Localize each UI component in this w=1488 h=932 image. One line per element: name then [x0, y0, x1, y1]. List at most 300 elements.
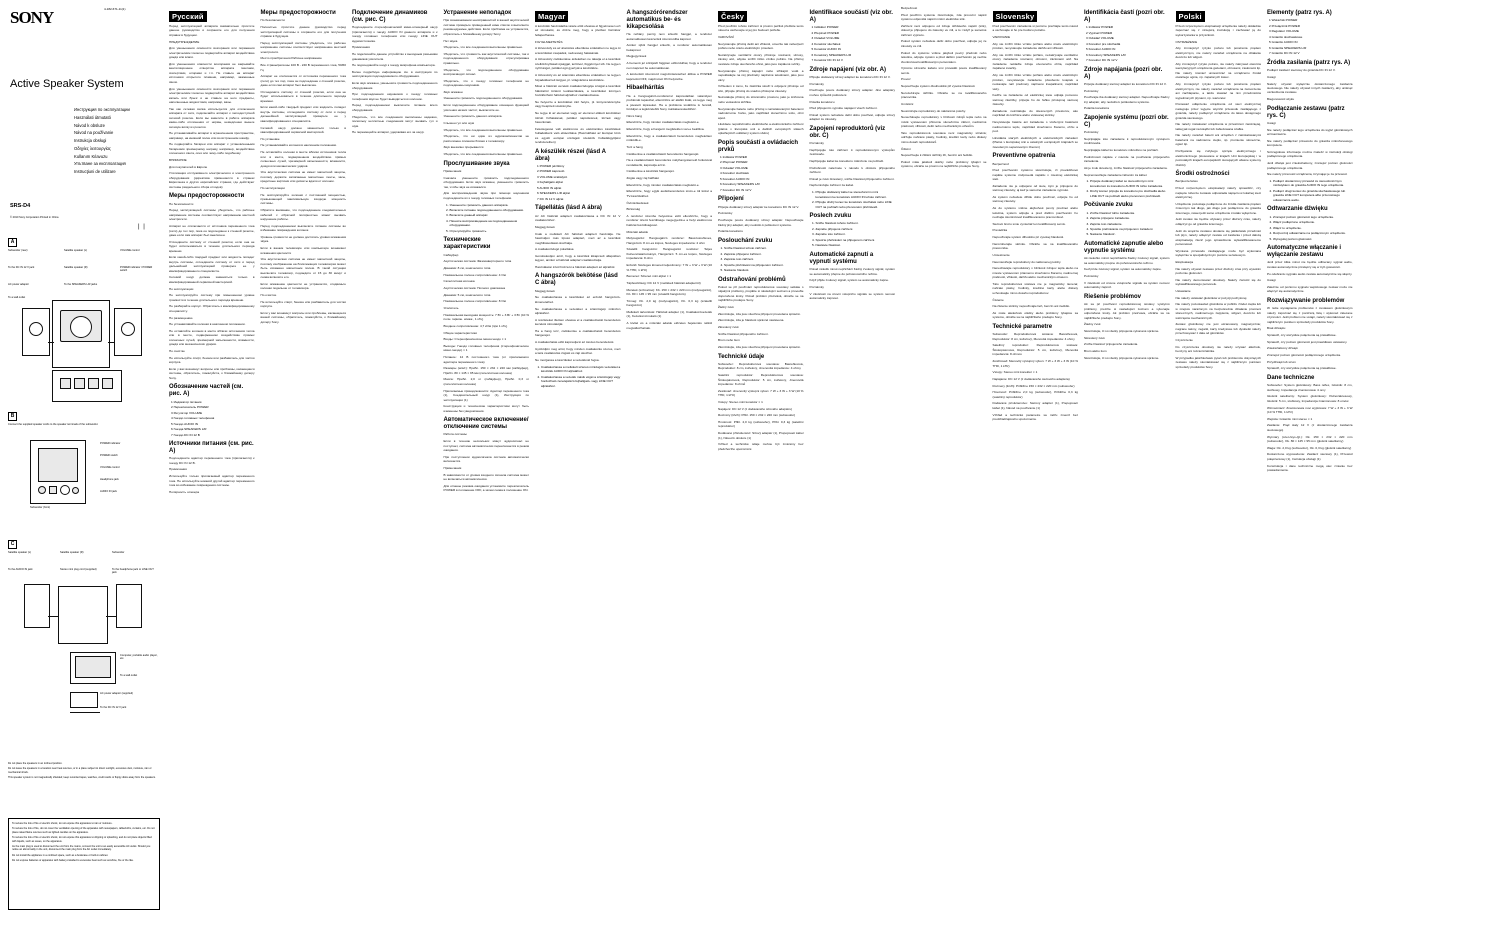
section-heading: Identifikace součástí (viz obr. A) [809, 10, 893, 23]
brand-name: SONY [10, 8, 54, 27]
ops-line: Упътване за експлоатация [74, 161, 126, 167]
figure-b [8, 412, 160, 532]
paragraph: Nie należy podłączać tego urządzenia do wyjść głośnikowych wzmacniacza. [1267, 127, 1353, 137]
paragraph: Убедитесь, что к гнезду головных телефонов не подсоединены наушники. [443, 78, 529, 88]
paragraph: Аппарат не отключается от источника переменного тока (сети) до тех пор, пока он подсоединен к стенной розетке, даже если сам аппарат был выключен. [260, 74, 346, 88]
paragraph: Před použitím tohoto zařízení si prosím pečlivě přečtěte tento návod a uschovejte si jej pro budoucí potřebu. [718, 24, 804, 33]
paragraph: Před připojením vypněte napájení všech zařízení. [809, 106, 878, 111]
paragraph: Номинальное полное сопротивление: 4 Ом [443, 272, 506, 277]
figure-b-caption: Subwoofer (front) [30, 506, 51, 509]
paragraph: Nepoužívajte systém dlhodobo pri vysokej hlasitosti. [992, 235, 1065, 240]
list-item: 2 Przełącznik POWER [1269, 23, 1300, 28]
language-column-cont-3 [441, 0, 533, 932]
step-list [718, 246, 804, 272]
paragraph: Не оставляйте колонки в месте вблизи источников тепла или в месте, подверженном воздействию прямых солнечных лучей, чрезмерной запыленности, влажности, дождя или механических ударов. [260, 150, 346, 168]
paragraph: Subwoofer: System głośnikowy: Bass reflex, Głośnik: 8 cm, stożkowy, Impedancja znamionowa: 4 omy [1267, 383, 1353, 392]
paragraph: Czyszczenie [1175, 337, 1193, 342]
rear-jack [60, 378, 71, 389]
paragraph: Ustawianie [1175, 288, 1191, 293]
paragraph: Отсоедините систему от стенной розетки, если она не будет использоваться в течение длительного периода времени. [169, 239, 255, 253]
paragraph: Если в вашем телевизоре или компьютере возникают искажения цветности [260, 246, 346, 255]
paragraph: Subwoofer: Reproduktorová sústava: Basreflexová, Reproduktor: 8 cm, kužeľový, Menovitá impedancia: 4 ohmy [992, 332, 1078, 341]
language-column-cont-10 [1081, 0, 1173, 932]
step-item: 4. Rozpocznij odtwarzanie na podłączonym urządzeniu. [1273, 231, 1353, 235]
figure-a-callout: Subwoofer (rear) [8, 249, 28, 252]
figure-a-callout: To the SPEAKERS L/R jacks [64, 283, 98, 286]
paragraph: Na čistenie skrinky nepoužívajte lieh, benzín ani riedidlo. [992, 304, 1071, 309]
ops-line: Instrucţiuni de utilizare [74, 169, 116, 175]
section-heading: Automatické zapnutí a vypnutí systému [809, 251, 874, 265]
section-heading: Автоматическое включение/отключение системы [443, 417, 529, 431]
paragraph: Nepřemisťujte zařízení za kabel. [809, 183, 854, 188]
list-item: 4 Fejhallgató aljzat [537, 180, 563, 185]
paragraph: Усилитель [443, 306, 459, 311]
language-column-cont-5 [624, 0, 716, 932]
ops-line: Инструкция по эксплуатации [74, 107, 130, 112]
paragraph: Ne tegye ki az elemeket vagy az elemmel ellátott készüléket túlzott hőhatásnak, például napsütésnek, tűznek vagy hasonlónak. [535, 111, 621, 125]
figure-c-callout: To the AUDIO IN jack [8, 568, 33, 571]
paragraph: Полярность штекера [169, 489, 200, 494]
paragraph: Сетевой шнур должен заменяться только в квалифицированной сервисной мастерской. [260, 125, 346, 135]
list-item: 3 Regulator VOLUME [1269, 29, 1299, 34]
paragraph: Brum nebo šum [718, 338, 740, 343]
paragraph: По безопасности [260, 18, 285, 23]
step-item: 1. Snižte hlasitost tohoto zařízení. [724, 246, 804, 250]
paragraph: Zkreslený zvuk [718, 325, 739, 330]
paragraph: Bezpečnosť [992, 161, 1009, 166]
paragraph: Nevystavujte baterie nebo přístroj s nainstalovanými bateriemi nadměrnému horku, jako například slunečnímu svitu, ohni apod. [718, 106, 804, 120]
paragraph: Tömeg: Kb. 2,0 kg (mélysugárzó), Kb. 0,3 kg (szatellit hangszóró) [626, 298, 712, 308]
paragraph: Polarita konektora [1084, 106, 1109, 111]
step-item: 2. Csatlakoztassa a vezeték másik végét a számítógép vagy hordozható zenelejátszó fejhallgató- vagy LINE OUT aljzatához. [541, 375, 621, 388]
paragraph: Zariadenie nie je odpojené od siete, kým je pripojené do sieťovej zásuvky, aj keď je samotné zariadenie vypnuté. [992, 183, 1078, 193]
figure-b-callout: AUDIO IN jack [100, 490, 117, 493]
paragraph: Zniekształcony dźwięk [1267, 346, 1298, 351]
figure-c-callout: Subwoofer [112, 551, 125, 554]
paragraph: Mellékelt tartozékok: Hálózati adapter (1), Csatlakozóvezeték (1), Kezelési útmutató (1) [626, 309, 712, 319]
paragraph: Hmotnosť: Približne 2,0 kg (subwoofer), Približne 0,3 kg (satelitný reproduktor) [992, 390, 1078, 399]
list-item: 6 Konektory SPEAKERS L/R [1086, 52, 1126, 57]
paragraph: Poznámky [718, 211, 733, 216]
paragraph: Zmniejsz poziom głośności podłączonego urządzenia. [1267, 353, 1341, 358]
step-item: 2. Připojte druhý konec ke konektoru sluchátek nebo LINE OUT na počítači nebo přenosném přehrávači. [816, 200, 896, 209]
language-column-русский [166, 0, 258, 932]
list-item: 1 POWER jelzőfény [537, 163, 565, 168]
section-heading: Popis součástí a ovládacích prvků [718, 139, 799, 153]
paragraph: Przed rozpoczęciem eksploatacji należy sprawdzić, czy napięcie robocze zestawu odpowiada napięciu w lokalnej sieci elektrycznej. [1175, 186, 1261, 200]
paragraph: Не оставляйте колонки в месте вблизи источников тепла или в месте, подверженном воздействию прямых солнечных лучей, чрезмерной запыленности, влажности, дождя или механических ударов. [169, 328, 255, 347]
paragraph: Poznámky [809, 81, 824, 86]
power-cable [70, 712, 100, 713]
list-item: 7 Konektor DC IN 12 V [1086, 58, 1118, 63]
paragraph: VAROVÁNÍ [718, 35, 734, 40]
paragraph: Nevystavujte přístroj kapající nebo stříkající vodě a nepokládejte na něj předměty naplněné tekutinami, jako jsou vázy. [718, 68, 804, 82]
paragraph: При возникновении неисправностей в вашей акустической системе проверьте приведенный ниже список и выполните рекомендуемые действия. Если проблема не устраняется, обратитесь к ближайшему дилеру Sony. [443, 18, 529, 36]
paragraph: Neinstalujte přístroj do stísněného prostoru, jako je knihovna nebo vestavěná skříňka. [718, 95, 804, 104]
warning-line: Do not expose batteries or apparatus with battery-installed to excessive heat such as sunshine, fire or the like. [12, 859, 134, 862]
step-item: 1. Zmniejsz poziom głośności tego urządzenia. [1273, 215, 1353, 219]
paragraph: Uwagi [1267, 120, 1276, 125]
rear-jack [74, 378, 85, 389]
paragraph: Утилизация отслужившего электрического и электронного оборудования (директива применяется в странах Евросоюза и других европейских странах, где действуют системы раздельного сбора отходов) [169, 171, 255, 189]
list-item: 5 Konektor AUDIO IN [811, 47, 841, 52]
language-heading: Slovensky [993, 11, 1038, 22]
computer-screen [75, 656, 111, 678]
list-item: 1 Индикатор питания [171, 399, 202, 404]
section-heading: Automatické zapnutie alebo vypnutie systému [1084, 240, 1164, 254]
paragraph: Звук искажен [443, 89, 463, 94]
paragraph: Skontrolujte, či sú všetky pripojenia vykonané správne. [1084, 355, 1160, 360]
parts-list [169, 400, 255, 437]
paragraph: Bemenet: Sztereó mini aljzat × 1 [626, 274, 672, 279]
list-item: 2 Přepínač POWER [811, 30, 840, 35]
language-column-polski [1173, 0, 1265, 932]
paragraph: Polarita konektoru [718, 229, 743, 234]
section-heading: Źródła zasilania (patrz rys. A) [1267, 59, 1351, 66]
paragraph: Prevádzka [992, 228, 1008, 233]
step-item: 5. Wyreguluj poziom głośności. [1273, 237, 1353, 241]
language-column-magyar [532, 0, 624, 932]
satellite-right-cone [121, 322, 135, 336]
step-list [444, 203, 530, 234]
figure-b-callout: VOLUME control [100, 466, 120, 469]
paragraph: Для уменьшения опасности возгорания не закрывайте вентиляционное отверстие аппарата газетами, скатертями, шторами и т.п. Не ставьте на аппарат источники открытого пламени, например, зажженные свечи. [169, 61, 255, 84]
paragraph: Перед эксплуатацией аппарата внимательно прочтите данное руководство и сохраните его для получения справок в будущем. [169, 24, 255, 37]
paragraph: Для отмены режима ожидания установите переключатель POWER в положение OFF, а затем снова в положение ON. [443, 483, 529, 493]
paragraph: Zestaw głośnikowy nie jest ekranowany magnetycznie; nagrane taśmy, zegarki, karty kredytowe lub dyskietki należy przechowywać z dala od głośników. [1175, 322, 1261, 336]
paragraph: Vstupy: Stereo mini konektor × 1 [718, 399, 763, 404]
paragraph: Не устанавливайте колонки в наклонном положении. [260, 143, 337, 148]
paragraph: Примечания [352, 45, 370, 50]
figure-b-callout: POWER switch [100, 454, 118, 457]
model-number: SRS-D4 [10, 203, 31, 209]
paragraph: Убедитесь, что все соединения выполнены правильно. [443, 152, 523, 157]
section-heading: Hibaelhárítás [626, 85, 665, 92]
paragraph: Pokud systém nebudete delší dobu používat, odpojte jej ze zásuvky ve zdi. [901, 39, 987, 48]
paragraph: По безопасности [169, 201, 194, 206]
paragraph: Ak sa pri používaní reproduktorovej sústavy vyskytnú problémy, prezrite si nasledujúci zoznam a vykonajte odporúčané kroky. Ak problém pretrváva, obráťte sa na najbližšieho predajcu Sony. [1084, 302, 1170, 320]
paragraph: A tűzveszély és az áramütés elkerülése érdekében ne tegyen folyadékkal teli tárgyat, pl. virágvázát a készülékre. [535, 73, 621, 82]
paragraph: Убедитесь, что подсоединенное оборудование воспроизводит сигнал. [443, 67, 529, 76]
paragraph: Звук внезапно прерывается [443, 145, 484, 150]
section-heading: Zapojení reproduktorů (viz obr. C) [809, 125, 886, 139]
paragraph: Óvintézkedések [626, 200, 649, 205]
paragraph: Satelitný reproduktor: Reproduktorová sústava: Širokopásmová, Reproduktor: 5 cm, kužeľový, Menovitá impedancia: 8 ohmov [992, 343, 1078, 357]
satellite-left-cone [29, 322, 43, 336]
figure-c-callout: Computer, portable audio player, etc. [120, 654, 158, 661]
paragraph: A tűzveszély és az áramütés elkerülése érdekében ne tegye ki a készüléket csapadék, nedvesség hatásának. [535, 46, 621, 55]
paragraph: Zasilanie: Prąd stały 12 V (z dostarczonego zasilacza sieciowego) [1267, 423, 1353, 432]
paragraph: Ak systém nebudete dlhšiu dobu používať, odpojte ho od sieťovej zásuvky. [992, 194, 1078, 204]
step-item: 2. Druhý koniec pripojte ku konektoru pre slúchadlá alebo LINE OUT na počítači alebo prenosnom prehrávači. [1090, 189, 1170, 198]
list-item: 2 Переключатель POWER [171, 405, 209, 410]
paragraph: Mélysugárzó: Hangsugárzó rendszer: Basszusreflexes, Hangszóró: 8 cm-es kúpos, Névleges impedancia: 4 ohm [626, 236, 712, 245]
paragraph: Питание: 12 В постоянного тока (от прилагаемого адаптера переменного тока) [443, 355, 529, 364]
paragraph: Sprawdź, czy poziom głośności jest prawidłowo ustawiony. [1267, 339, 1348, 344]
paragraph: В зависимости от уровня входного сигнала система может не включаться автоматически. [443, 472, 529, 482]
paragraph: Используйте только прилагаемый адаптер переменного тока. Не используйте никакой другой адаптер переменного тока во избежание повреждения системы. [169, 474, 255, 488]
paragraph: Pokud několik minut nepřichází žádný zvukový signál, systém se automaticky přepne do pohotovostního režimu. [809, 267, 895, 276]
paragraph: Neumisťujte reproduktory do nakloněné polohy. [901, 108, 966, 113]
list-item: 3 Ovladač VOLUME [720, 165, 748, 170]
paragraph: Žiadny zvuk [1084, 322, 1101, 327]
paragraph: Pokud systém nebudete delší dobu používat, odpojte síťový adaptér ze zásuvky. [809, 112, 895, 122]
paragraph: Bezpieczeństwo [1175, 179, 1198, 184]
sony-logo [10, 8, 53, 28]
paragraph: Слышен гул или шум [443, 120, 475, 125]
paragraph: Ak máte akékoľvek otázky alebo problémy týkajúce sa systému, obráťte sa na najbližšieho predajcu Sony. [992, 310, 1078, 320]
paragraph: Убедитесь, что ни один из аудиокомпонентов не расположен слишком близко к телевизору. [443, 134, 529, 143]
paragraph: Wzmacniacz: Znamionowa moc wyjściowa: 7 W + 3 W + 3 W (10 % THD, 1 kHz) [1267, 405, 1353, 415]
paragraph: Aby zmniejszyć ryzyko pożaru lub porażenia prądem elektrycznym, nie należy narażać urządzenia na działanie deszczu lub wilgoci. [1175, 46, 1261, 60]
paragraph: Не эксплуатируйте систему при повышенном уровне громкости в течение длительного периода времени. [169, 293, 255, 302]
paragraph: A készenléti üzemmód megszüntetéséhez állítsa a POWER kapcsolót OFF, majd ismét ON helyzetbe. [626, 72, 712, 81]
paragraph: Připojte dodávaný síťový adaptér ke konektoru DC IN 12 V. [809, 75, 891, 80]
paragraph: Ne csatlakoztassa a vezetéket a számítógép mikrofon aljzatához. [535, 306, 621, 316]
paragraph: Zkontrolujte, zda jsou všechna připojení provedena správně. [718, 311, 801, 316]
paragraph: Brum alebo šum [1084, 348, 1107, 353]
section-heading: Elementy (patrz rys. A) [1267, 10, 1332, 16]
list-item: 2 Vypínač POWER [1086, 30, 1113, 35]
paragraph: Szczegółowe informacje można znaleźć w instrukcji obsługi podłączonego urządzenia. [1267, 149, 1353, 159]
paragraph: Snižte hlasitost připojeného zařízení. [718, 331, 769, 336]
figure-c-callout: Satellite speaker (R) [60, 551, 84, 554]
paragraph: Głośnik satelitarny: System głośnikowy: Pełnozakresowy, Głośnik: 5 cm, stożkowy, Impedancja znamionowa: 8 omów [1267, 394, 1353, 403]
section-heading: Меры предосторожности [260, 10, 336, 16]
paragraph: Poznámky [1084, 88, 1099, 93]
figure-a [8, 238, 160, 406]
paragraph: Használaton kívül húzza ki a hálózati adaptert az aljzatból. [535, 265, 616, 269]
paragraph: Csökkentse a csatlakoztatott berendezés hangerejét. [626, 151, 700, 156]
paragraph: Megjegyzések [535, 288, 555, 293]
paragraph: Входное сопротивление: 4,7 кОм (при 1 кГц) [443, 323, 508, 328]
paragraph: Ha a hangsugárzó-rendszerrel kapcsolatban valamilyen problémát tapasztal, ellenőrizze az alábbi listát, és tegye meg a javasolt lépéseket. Ha a probléma továbbra is fennáll, forduljon a legközelebbi Sony márkakereskedőhöz. [626, 93, 712, 112]
paragraph: Подсоедините адаптер переменного тока (прилагается) к гнезду DC IN 12 В. [169, 456, 255, 465]
paragraph: Перед подсоединением выключите питание системы во избежание повреждения колонок. [260, 223, 346, 233]
step-list [1084, 179, 1170, 198]
paragraph: Nepripájajte kábel ku konektoru mikrofónu na počítači. [1084, 148, 1159, 153]
ops-line: Instrukcja obsługi [74, 138, 107, 144]
section-heading: Automatyczne włączanie i wyłączanie zestawu [1267, 245, 1342, 259]
figure-b-label: B [8, 412, 17, 421]
step-item: 5. Nastavte hlasitost. [724, 268, 804, 272]
language-heading: Česky [718, 11, 747, 22]
paragraph: Не используйте спирт, бензин или разбавитель для чистки корпуса. [169, 355, 255, 365]
figure-a-callout: POWER indicator / POWER switch [120, 266, 153, 273]
subwoofer-cone [70, 316, 92, 338]
figure-c-callout: AC power adaptor (supplied) [100, 692, 134, 695]
parts-list [1267, 18, 1353, 55]
ops-line: Használati útmutató [74, 114, 112, 120]
paragraph: Vstupy: Stereo mini konektor × 1 [992, 370, 1038, 375]
section-heading: Zdroje napájení (viz obr. A) [809, 66, 886, 73]
paragraph: Sprawdź, czy wszystkie połączenia są prawidłowe. [1267, 333, 1337, 338]
paragraph: Размеры (ш/в/г): Прибл. 150 × 232 × 220 мм (сабвуфер), Прибл. 80 × 145 × 95 мм (сателлитная колонка) [443, 366, 529, 375]
paragraph: Ha a hang torz, csökkentse a csatlakoztatott berendezés hangerejét. [535, 328, 621, 338]
paragraph: Likvidácia starých elektrických a elektronických zariadení (Platné v Európskej únii a ostatných európskych krajinách so zavedeným separovaným zberom) [992, 135, 1078, 149]
paragraph: Отсоедините систему от стенной розетки, если она не будет использоваться в течение длительного периода времени. [260, 89, 346, 103]
cover-note: This speaker system is not magnetically shielded; keep recorded tapes, watches, credit cards or floppy disks away from the speakers. [8, 776, 156, 780]
step-item: 5. Nastavte hlasitost. [816, 243, 896, 247]
paragraph: Nevystavujte batérie ani zariadenie s vloženými batériami nadmernému teplu, napríklad slnečnému žiareniu, ohňu a pod. [992, 120, 1078, 133]
language-column-cont-12 [1264, 0, 1356, 932]
paragraph: Rozměry (š/v/h): Přibl. 150 × 232 × 220 mm (subwoofer) [718, 413, 796, 418]
print-marks: | | [138, 224, 146, 230]
paragraph: Megjegyzések [626, 54, 647, 59]
warning-line: Do not install the appliance in a confined space, such as a bookcase or built-in cabinet. [12, 853, 109, 857]
paragraph: Pred používaním systému skontrolujte, či prevádzkové napätie systému zodpovedá napätiu v miestnej elektrickej sieti. [992, 168, 1078, 182]
language-column-cont-2 [349, 0, 441, 932]
step-item: 2. Zapněte připojené zařízení. [816, 227, 896, 231]
paragraph: FIGYELMEZTETÉS [535, 39, 563, 44]
list-item: 6 Konektory SPEAKERS L/R [811, 52, 852, 57]
paragraph: Nie należy pozostawiać głośników w pobliżu źródeł ciepła lub w miejscu narażonym na bezpośrednie działanie promieni słonecznych, nadmiernego zapylenia, wilgoci, deszczu lub wstrząsów mechanicznych. [1175, 302, 1261, 320]
paragraph: Эта акустическая система не имеет магнитной защиты, поэтому держите записанные магнитные ленты, часы, кредитные карточки или дискеты вдали от колонок. [260, 170, 346, 184]
paragraph: V závislosti na úrovni vstupního signálu se systém nemusí automaticky zapnout. [809, 291, 895, 301]
paragraph: Zosilňovač: Menovitý výstupný výkon: 7 W + 3 W + 3 W (10 % THD, 1 kHz) [992, 359, 1078, 368]
list-item: 5 AUDIO IN aljzat [537, 185, 562, 190]
figure-b-callout: POWER indicator [100, 442, 121, 445]
paragraph: Если у вас возникнут вопросы или проблемы, касающиеся системы, обратитесь, пожалуйста, к ближайшему дилеру Sony. [169, 366, 255, 380]
step-list [1267, 215, 1353, 241]
paragraph: Jeśli do wnętrza zestawu dostanie się jakikolwiek przedmiot lub płyn, należy odłączyć zestaw od zasilania i przed dalszą eksploatacją zlecić jego sprawdzenie wykwalifikowanemu personelowi. [1175, 228, 1261, 247]
paragraph: По установке [260, 136, 280, 141]
copyright-line: © 2010 Sony Corporation Printed in China [10, 216, 59, 219]
paragraph: Zkontrolujte, zda je hlasitost správně nastavena. [718, 318, 785, 323]
list-item: 6 SPEAKERS L/R aljzat [537, 191, 571, 196]
list-item: 3 Регулятор VOLUME [171, 410, 203, 415]
paragraph: Акустическая система: Фазоинверторного типа [443, 259, 512, 264]
list-item: 6 Konektory SPEAKERS L/R [720, 182, 760, 187]
figure-c-callout: To a wall outlet [120, 674, 138, 677]
paragraph: Примечания [443, 169, 462, 174]
paragraph: Csak a mellékelt AC hálózati adaptert használja. Ne használjon más típusú adaptert, mert az a készülék meghibásodását okozhatja. [535, 231, 621, 245]
paragraph: Urządzenie pozostaje podłączone do źródła zasilania prądem zmiennym tak długo, jak długo jest podłączone do gniazda ściennego, nawet jeśli samo urządzenie zostało wyłączone. [1175, 201, 1261, 215]
language-column-česky [715, 0, 807, 932]
paragraph: Ne mozgassa a készüléket a vezetéknél fogva. [535, 357, 600, 362]
list-item: 4 Gniazdo słuchawkowe [1269, 34, 1303, 39]
paragraph: По размещению [169, 315, 193, 320]
step-list [1084, 211, 1170, 237]
page-title: Active Speaker System [10, 78, 124, 90]
section-heading: Počúvanie zvuku [1084, 202, 1133, 209]
paragraph: Ak do systému vnikne akýkoľvek pevný predmet alebo tekutina, systém odpojte a pred ďalším používaním ho nechajte skontrolovať kvalifikovanému pracovníkovi. [992, 206, 1078, 220]
warning-line: To reduce the risk of fire or electric shock, do not expose this apparatus to rain or moisture. [12, 822, 113, 825]
paragraph: Nie należy narażać baterii ani urządzeń z zainstalowanymi bateriami na nadmierne ciepło, np. promienie słoneczne, ogień itp. [1175, 133, 1261, 147]
step-item: 4. Spusťte přehrávání na připojeném zařízení. [816, 238, 896, 242]
paragraph: Если звук искажен, уменьшите громкость подсоединенного оборудования. [352, 81, 438, 90]
paragraph: Если подсоединенное оборудование оснащено функцией усиления низких частот, выключите ее. [443, 103, 529, 112]
paragraph: Skreslený zvuk [1084, 335, 1105, 340]
figure-c-callout: To the DC IN 12 V jack [100, 706, 127, 709]
paragraph: Jeśli przez kilka minut nie będzie odbierany sygnał audio, zestaw automatycznie przełączy się w tryb gotowości. [1267, 260, 1353, 269]
cover-column [0, 0, 166, 932]
paragraph: Neumiestňujte reproduktory do naklonenej polohy. [992, 259, 1062, 264]
paragraph: Не используйте спирт, бензин или разбавитель для чистки корпуса. [260, 299, 346, 309]
figure-a-callout: Satellite speaker (R) [64, 266, 88, 269]
paragraph: Aby ste znížili riziko vzniku požiaru alebo úrazu elektrickým prúdom, nevystavujte zariadenie dažďu ani vlhkosti. [992, 41, 1078, 51]
paragraph: Poznámky [1084, 130, 1099, 135]
section-heading: Технические характеристики [443, 237, 491, 251]
volume-control [60, 485, 70, 495]
section-heading: Technické údaje [718, 353, 765, 360]
section-heading: Tápellátás (lásd A ábra) [535, 205, 602, 212]
paragraph: Po odebraniu sygnału audio zestaw automatycznie się włączy. [1267, 271, 1353, 276]
power-switch [49, 486, 57, 494]
paragraph: Biztonság [626, 207, 641, 212]
paragraph: Для покупателей в Европе [169, 164, 208, 169]
paragraph: Для воспроизведения звука при помощи наушников подсоедините их к гнезду головных телефонов. [443, 191, 529, 200]
paragraph: Připojte dodávaný síťový adaptér ke konektoru DC IN 12 V. [718, 204, 800, 209]
paragraph: Zariadenie neinštalujte do stiesnených priestorov, ako napríklad do knižnice alebo vstavanej skrinky. [992, 108, 1078, 118]
paragraph: Перед эксплуатацией системы убедитесь, что рабочее напряжение системы соответствует напряжению местной электросети. [169, 208, 255, 222]
paragraph: Feleslegessé vált elektromos és elektronikus készülékek hulladékként való eltávolítása (Használható az Európai Unió és egyéb európai országok szelektív hulladékgyűjtési rendszereiben) [535, 126, 621, 145]
step-list [1267, 179, 1353, 202]
section-heading: Подключение динамиков (см. рис. C) [352, 10, 428, 23]
paragraph: A kivitel és a műszaki adatok előzetes bejelentés nélkül megváltozhatnak. [626, 321, 712, 330]
paragraph: Dostarczone wyposażenie: Zasilacz sieciowy (1), Przewód połączeniowy (1), Instrukcja obsługi (1) [1267, 452, 1353, 461]
step-item: 3. Включите данный аппарат. [450, 213, 530, 217]
list-item: 7 Konektor DC IN 12 V [811, 58, 843, 63]
list-item: 5 Konektor AUDIO IN [720, 176, 750, 181]
paragraph: Конструкция и технические характеристики могут быть изменены без уведомления. [443, 404, 529, 413]
paragraph: Szatellit hangszóró: Hangsugárzó rendszer: Teljes frekvenciatartományú, Hangszóró: 5 cm-es kúpos, Névleges impedancia: 8 ohm [626, 247, 712, 261]
list-item: 1 Indikátor POWER [720, 154, 747, 159]
section-heading: Zdroje napájania (pozri obr. A) [1084, 66, 1163, 80]
language-column-slovensky [990, 0, 1082, 932]
paragraph: Keďže sa zariadenie od elektrickej siete odpája pomocou sieťovej zástrčky, pripojte ho do ľahko prístupnej sieťovej zásuvky. [992, 93, 1078, 107]
paragraph: Sprawdź, czy wszystkie połączenia są prawidłowe. [1267, 366, 1337, 371]
paragraph: Nepřipojujte toto zařízení k reproduktorovým výstupům zesilovače. [809, 147, 895, 157]
figure-a-callout: Satellite speaker (L) [64, 249, 88, 252]
paragraph: Nepoužívejte k čištění skříňky líh, benzín ani ředidlo. [901, 153, 974, 158]
paragraph: Ne helyezze a készüléket zárt helyre, pl. könyvszekrénybe vagy beépített szekrénybe. [535, 99, 621, 109]
satellite-left-illustration [24, 584, 50, 628]
paragraph: Nezakrývejte ventilační otvory přístroje novinami, ubrusy, závěsy atd., abyste snížili riziko vzniku požáru. Na přístroj nestavte zdroje otevřeného ohně, jako jsou zapálené svíčky. [718, 52, 804, 66]
paragraph: Примечания [169, 467, 187, 472]
step-item: 1. Pripojte dodávaný kábel so stereofónnym mini konektorom ku konektoru AUDIO IN tohto zariadenia. [1090, 179, 1170, 188]
paragraph: Dodávané příslušenství: Síťový adaptér (1), Propojovací kabel (1), Návod k obsluze (1) [718, 431, 804, 440]
paragraph: По эксплуатации [260, 185, 285, 190]
ops-line: Návod k obsluze [74, 122, 105, 128]
paragraph: Ellenőrizze, hogy minden csatlakoztatás megfelelő-e. [626, 182, 700, 187]
step-item: 2. Podłącz drugi koniec do gniazda słuchawkowego lub gniazda LINE OUT komputera albo przenośnego odtwarzacza audio. [1273, 189, 1353, 202]
figure-a-callout: AC power adaptor [8, 283, 29, 286]
figure-a-callout: To a wall outlet [8, 296, 26, 299]
paragraph: OSTRZEŻENIE [1175, 39, 1198, 44]
paragraph: Ellenőrizze, hogy egyik audioberendezés sincs-e túl közel a TV-készülékhez. [626, 189, 712, 198]
paragraph: Nie należy ustawiać głośników w pozycji pochylonej. [1175, 295, 1248, 300]
paragraph: Общие характеристики [443, 330, 477, 335]
paragraph: Skontrolujte, či sú všetky pripojenia vykonané správne. [1084, 328, 1160, 333]
paragraph: Не устанавливайте колонки в наклонном положении. [169, 322, 246, 327]
paragraph: Erősítő: Névleges kimeneti teljesítmény: 7 W + 3 W + 3 W (10 % THD, 1 kHz) [626, 263, 712, 272]
figure-b-callout: Headphone jack [100, 478, 119, 481]
paragraph: Не подвергайте батареи или аппарат с установленными батареями чрезмерному нагреву, например, воздействию солнечного света, огня или чему-либо подобному. [169, 142, 255, 156]
list-item: 3 VOLUME szabályzó [537, 174, 568, 179]
paragraph: Все страны/регионы 100 В - 240 В переменного тока, 50/60 Гц [260, 63, 346, 72]
step-item: 4. Spustite prehrávanie na pripojenom zariadení. [1090, 227, 1170, 231]
paragraph: Убедитесь, что громкость как акустической системы, так и подсоединенного оборудования отрегулирована правильно. [443, 51, 529, 65]
paragraph: Podrobnosti naleznete v návodu k obsluze připojeného zařízení. [809, 165, 895, 175]
paragraph: VAROVANIE [992, 35, 1011, 40]
paragraph: Tápfeszültség: DC 12 V (mellékelt hálózati adapterről) [626, 280, 701, 285]
step-item: 2. Włącz podłączone urządzenie. [1273, 220, 1353, 224]
paragraph: Ellenőrizze, hogy a hangerő megfelelően van-e beállítva. [626, 127, 705, 132]
paragraph: Před použitím systému zkontrolujte, zda provozní napětí systému odpovídá napětí místní elektrické sítě. [901, 12, 987, 22]
paragraph: Так как сетевая вилка используется для отключения аппарата от сети, подключайте аппарат к легкодоступной сетевой розетке. Если вы заметите в работе аппарата какие-либо отклонения от нормы, немедленно выньте сетевую вилку из розетки. [169, 106, 255, 129]
step-item: 1. Znížte hlasitosť tohto zariadenia. [1090, 211, 1170, 215]
